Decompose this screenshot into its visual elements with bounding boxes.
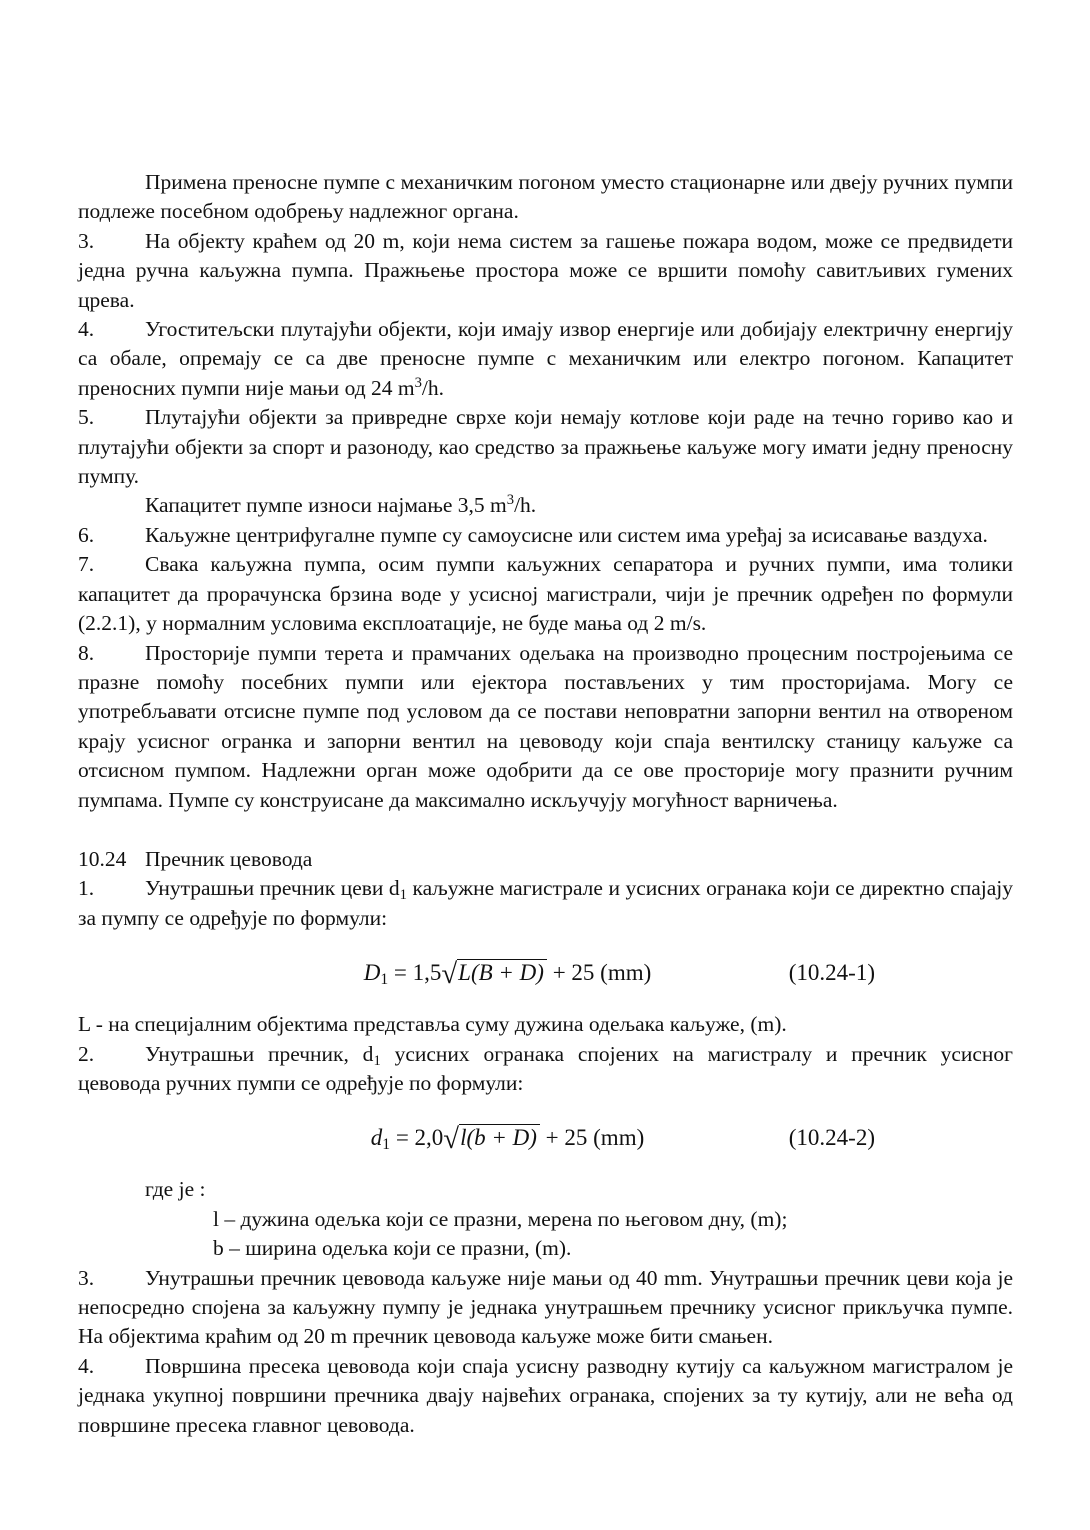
- item-text-after: каљужне магистрале и усисних огранака који се директно спајају за пумпу се одређује по формули:: [78, 876, 1013, 930]
- superscript: 3: [506, 492, 515, 509]
- paragraph-item-4b: [78, 1352, 1013, 1440]
- formula-tail: + 25 (mm): [546, 960, 652, 986]
- formula-variable: D: [363, 960, 381, 986]
- section-title: Пречник цевовода: [145, 846, 313, 871]
- subscript: 1: [373, 1052, 381, 1069]
- formula-number-label: (10.24-2): [788, 1125, 875, 1151]
- formula-variable: d: [370, 1125, 383, 1151]
- formula-expression: [371, 1121, 645, 1155]
- intro-paragraph: [78, 168, 1013, 227]
- definition-L: [78, 1010, 1013, 1039]
- item-text: Унутрашњи пречник, d: [145, 1041, 374, 1066]
- item-number: 4.: [78, 317, 95, 342]
- item-text: Унутрашњи пречник цевовода каљуже није мањи од 40 mm. Унутрашњи пречник цеви која је непосредно спојена за каљужну пумпу је једнака унутрашњем пречнику усисног прикључка пумпе. На објектима краћим од 20 m пречник цевовода каљуже може бити смањен.: [78, 1265, 1013, 1349]
- item-number: 4.: [78, 1353, 95, 1378]
- item-text: На објекту краћем од 20 m, који нема систем за гашење пожара водом, може се предвидети једна ручна каљужна пумпа. Пражњење простора може се вршити помоћу савитљивих гумених црева.: [78, 228, 1013, 312]
- item-number: 6.: [78, 522, 95, 547]
- formula-variable-subscript: 1: [382, 1136, 391, 1154]
- item-text: Капацитет пумпе износи најмање 3,5 m: [145, 493, 507, 518]
- section-heading: [78, 845, 1013, 874]
- radicand-expression: L(B + D): [458, 960, 544, 986]
- paragraph-item-4: [78, 315, 1013, 403]
- formula-tail: + 25 (mm): [539, 1125, 645, 1151]
- item-number: 2.: [78, 1041, 95, 1066]
- definition-text: b – ширина одељка који се празни, (m).: [213, 1236, 572, 1261]
- paragraph-item-7: [78, 550, 1013, 638]
- formula-expression: [364, 956, 652, 990]
- formula-10-24-1: [78, 956, 1013, 990]
- formula-10-24-2: [78, 1121, 1013, 1155]
- section-number: 10.24: [78, 846, 127, 871]
- where-clause: [78, 1175, 1013, 1204]
- intro-text: Примена преносне пумпе с механичким погоном уместо стационарне или двеју ручних пумпи подлеже посебном одобрењу надлежног органа.: [78, 170, 1013, 224]
- item-text-after: /h.: [421, 375, 445, 400]
- paragraph-item-5: [78, 403, 1013, 491]
- item-number: 8.: [78, 640, 95, 665]
- paragraph-item-6: [78, 521, 1013, 550]
- item-number: 3.: [78, 228, 95, 253]
- item-text: Плутајући објекти за привредне сврхе који немају котлове који раде на течно гориво као и плутајући објекти за спорт и разоноду, као средство за пражњење каљуже могу имати једну преносну пумпу.: [78, 405, 1013, 489]
- paragraph-item-5-capacity: [78, 491, 1013, 520]
- superscript: 3: [414, 374, 422, 391]
- item-text-after: усисних огранака спојених на магистралу и пречник усисног цевовода ручних пумпи се одређује по формули:: [78, 1041, 1013, 1095]
- item-number: 5.: [78, 405, 95, 430]
- item-text: Просторије пумпи терета и прамчаних одељака на производно процесним постројењима се празне помоћу посебних пумпи или ејектора постављених у тим просторијама. Могу се употребљавати отсисне пумпе под условом да се постави неповратни запорни вентил на отвореном крају усисног огранка и запорни вентил на цевоводу који спаја вентилску станицу каљуже са отсисном пумпом. Надлежни орган може одобрити да се ове просторије могу празнити ручним пумпама. Пумпе су конструисане да максимално искључују могућност варничења.: [78, 640, 1013, 812]
- paragraph-item-2: [78, 1040, 1013, 1099]
- paragraph-item-1: [78, 874, 1013, 933]
- item-number: 7.: [78, 552, 95, 577]
- radicand-expression: l(b + D): [460, 1125, 537, 1151]
- item-text: Унутрашњи пречник цеви d: [145, 876, 400, 901]
- definition-text: L - на специјалним објектима представља суму дужина одељака каљуже, (m).: [78, 1012, 787, 1037]
- radical-sign: √: [441, 958, 458, 991]
- radicand: [459, 1124, 540, 1150]
- item-text: Површина пресека цевовода који спаја усисну разводну кутију са каљужном магистралом је једнака укупној површини пречника двају највећих огранака, спојених за ту кутију, али не већа од површине пресека главног цевовода.: [78, 1353, 1013, 1437]
- paragraph-item-3: [78, 227, 1013, 315]
- definition-text: l – дужина одељка који се празни, мерена по његовом дну, (m);: [213, 1206, 788, 1231]
- item-text: Свака каљужна пумпа, осим пумпи каљужних сепаратора и ручних пумпи, има толики капацитет да прорачунска брзина воде у усисној магистрали, чији је пречник одређен по формули (2.2.1), у нормалним условима експлоатације, не буде мања од 2 m/s.: [78, 552, 1013, 636]
- definition-b: [78, 1234, 1013, 1263]
- item-number: 3.: [78, 1265, 95, 1290]
- formula-coefficient: = 2,0: [390, 1125, 444, 1151]
- radical-sign: √: [443, 1123, 460, 1156]
- paragraph-item-3b: [78, 1264, 1013, 1352]
- formula-coefficient: = 1,5: [388, 960, 442, 986]
- radicand: [457, 959, 547, 985]
- item-text: Каљужне центрифугалне пумпе су самоусисне или систем има уређај за исисавање ваздуха.: [145, 522, 988, 547]
- subscript: 1: [399, 887, 407, 904]
- item-text-after: /h.: [514, 493, 537, 518]
- where-text: где је :: [145, 1177, 206, 1202]
- item-number: 1.: [78, 876, 95, 901]
- formula-number-label: (10.24-1): [788, 960, 875, 986]
- formula-variable-subscript: 1: [380, 971, 389, 989]
- item-text: Угоститељски плутајући објекти, који имају извор енергије или добијају електричну енергију са обале, опремају се са две преносне пумпе с механичким или електро погоном. Капацитет преносних пумпи није мањи од 24 m: [78, 317, 1013, 400]
- paragraph-item-8: [78, 639, 1013, 815]
- definition-l: [78, 1205, 1013, 1234]
